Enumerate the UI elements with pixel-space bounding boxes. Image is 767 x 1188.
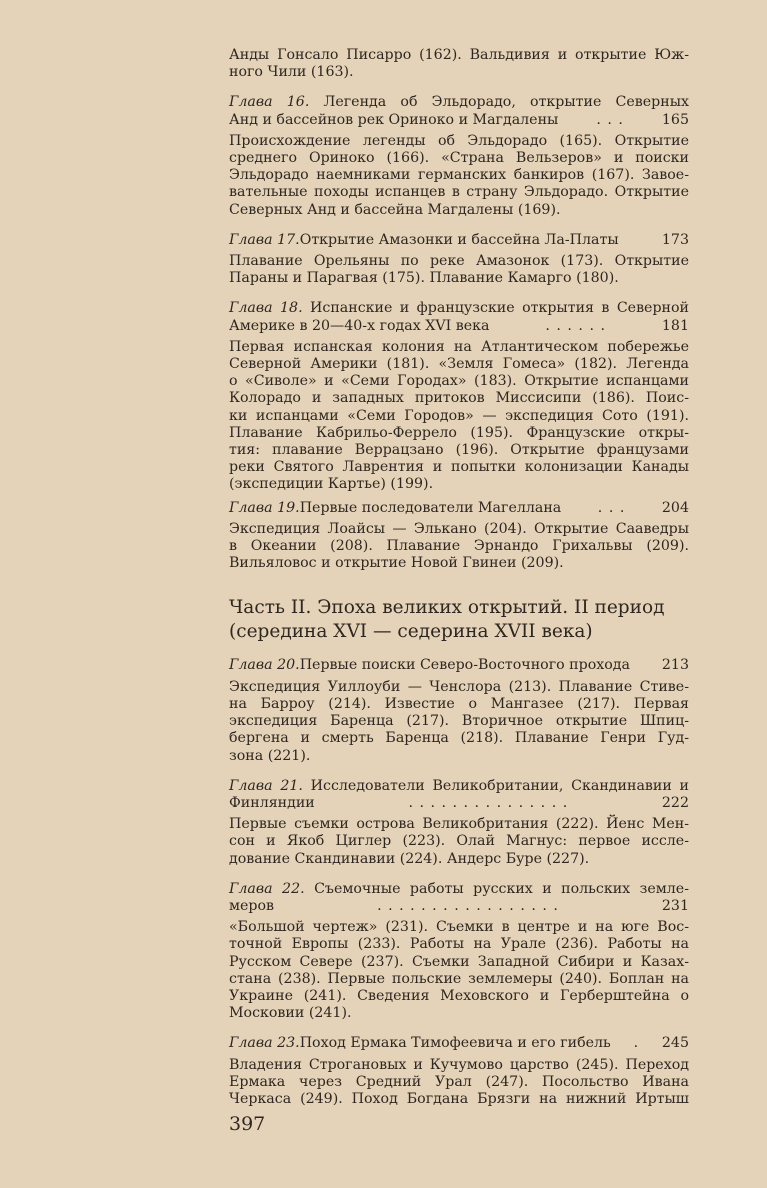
chapter-page: 181	[661, 317, 689, 334]
chapter-title-line	[229, 795, 689, 812]
text-line: Северной Америки (181). «Земля Гомеса» (182). Легенда	[229, 356, 689, 373]
text-line: Черкаса (249). Поход Богдана Брязги на нижний Иртыш	[229, 1090, 689, 1107]
leader-dots: . . . . . . . . . . . . . . . . .	[377, 897, 559, 914]
text-line: точной Европы (233). Работы на Урале (236). Работы на	[229, 936, 689, 953]
chapter-title	[229, 94, 689, 128]
leader-dots: .	[633, 1035, 640, 1052]
chapter-label: Глава 18.	[229, 300, 303, 317]
text-line: Ермака через Средний Урал (247). Посольство Ивана	[229, 1073, 689, 1090]
text-line: Московии (241).	[229, 1005, 352, 1022]
chapter-title-line	[229, 1035, 689, 1052]
leader-dots: . . . . . . . . . . . . . . .	[408, 794, 569, 811]
chapter-page: 222	[661, 794, 689, 811]
chapter-title-line	[229, 898, 689, 915]
chapter-page: 173	[661, 231, 689, 248]
chapter-title-text: меров	[229, 897, 275, 914]
table-of-contents	[229, 47, 689, 1108]
text-line: тия: плавание Веррацзано (196). Открытие французами	[229, 442, 689, 459]
chapter-description	[229, 679, 689, 765]
chapter-page: 204	[661, 499, 689, 516]
chapter-title-line	[229, 112, 689, 129]
text-line: (экспедиции Картье) (199).	[229, 476, 434, 493]
chapter-title-text: Анд и бассейнов рек Ориноко и Магдалены	[229, 111, 559, 128]
chapter-title-text: Первые последователи Магеллана	[299, 499, 562, 516]
leader-dots: . . . . . .	[545, 317, 606, 334]
chapter-entry	[229, 778, 689, 868]
chapter-title	[229, 1035, 689, 1052]
chapter-description	[229, 133, 689, 219]
chapter-title-line	[229, 881, 689, 898]
text-line: Параны и Парагвая (175). Плавание Камарго (180).	[229, 270, 619, 287]
chapter-label: Глава 22.	[229, 880, 305, 897]
chapter-title	[229, 500, 689, 517]
text-line: стана (238). Первые польские землемеры (240). Боплан на	[229, 970, 689, 987]
chapter-description	[229, 816, 689, 868]
text-line: в Океании (208). Плавание Эрнандо Грихальвы (209).	[229, 538, 689, 555]
text-line: Первые съемки острова Великобритания (222). Йенс Мен-	[229, 816, 689, 833]
chapter-title	[229, 778, 689, 812]
text-line: Происхождение легенды об Эльдорадо (165). Открытие	[229, 132, 689, 149]
chapter-title	[229, 881, 689, 915]
text-line: Русском Севере (237). Съемки Западной Сибири и Казах-	[229, 953, 689, 970]
text-line: Колорадо и западных притоков Миссисипи (186). Поис-	[229, 390, 689, 407]
chapter-label: Глава 23.	[229, 1035, 300, 1052]
chapter-title-line	[229, 318, 689, 335]
text-line: (середина XVI — седерина XVII века)	[229, 621, 593, 643]
chapter-title	[229, 657, 689, 674]
chapter-description	[229, 253, 689, 287]
chapter-title-line	[229, 778, 689, 795]
chapter-title-text: Легенда об Эльдорадо, открытие Северных	[309, 94, 689, 111]
page-number: 397	[229, 1113, 266, 1135]
text-line: зона (221).	[229, 747, 311, 764]
text-line: экспедиция Баренца (217). Вторичное открытие Шпиц-	[229, 713, 689, 730]
text-line: реки Святого Лаврентия и попытки колонизации Канады	[229, 459, 689, 476]
leader-dots	[619, 232, 662, 249]
chapter-title	[229, 300, 689, 334]
chapter-description	[229, 1057, 689, 1109]
text-line: Экспедиция Лоайсы — Элькано (204). Открытие Сааведры	[229, 520, 689, 537]
text-line: дование Скандинавии (224). Андерс Буре (227).	[229, 850, 590, 867]
chapter-page: 165	[661, 111, 689, 128]
chapter-title-line	[229, 300, 689, 317]
chapter-title-text: Исследователи Великобритании, Скандинавии и	[302, 777, 689, 794]
text-line: Украине (241). Сведения Меховского и Герберштейна о	[229, 987, 689, 1004]
text-line: Экспедиция Уиллоуби — Ченслора (213). Плавание Стиве-	[229, 678, 689, 695]
chapter-entry	[229, 94, 689, 218]
chapter-title-line	[229, 232, 689, 249]
leader-dots: . . .	[596, 111, 624, 128]
text-line: Первая испанская колония на Атлантическом побережье	[229, 338, 689, 355]
chapter-title-text: Открытие Амазонки и бассейна Ла-Платы	[299, 231, 619, 248]
chapter-title-text: Первые поиски Северо-Восточного прохода	[299, 657, 630, 674]
chapter-label: Глава 16.	[229, 94, 310, 111]
leader-dots	[630, 657, 662, 674]
chapter-entry	[229, 232, 689, 288]
chapter-title	[229, 232, 689, 249]
text-line: ки испанцами «Семи Городов» — экспедиция Сото (191).	[229, 407, 689, 424]
chapter-label: Глава 19.	[229, 499, 300, 516]
chapter-title-text: Поход Ермака Тимофеевича и его гибель	[299, 1035, 611, 1052]
chapter-title-line	[229, 657, 689, 674]
chapter-title-text: Съемочные работы русских и польских земле-	[304, 880, 689, 897]
chapter-page: 231	[661, 897, 689, 914]
chapter-label: Глава 21.	[229, 777, 303, 794]
chapter-description	[229, 521, 689, 573]
chapter-entry	[229, 1035, 689, 1108]
chapter-title-text: Америке в 20—40-х годах XVI века	[229, 317, 490, 334]
text-line: на Барроу (214). Известие о Мангазее (217). Первая	[229, 695, 689, 712]
chapter-title-text: Испанские и французские открытия в Северной	[302, 300, 689, 317]
intro-paragraph	[229, 47, 689, 81]
text-line: Вильяловос и открытие Новой Гвинеи (209).	[229, 555, 564, 572]
text-line: Плавание Кабрильо-Феррело (195). Французские откры-	[229, 424, 689, 441]
text-line: о «Сиволе» и «Семи Городах» (183). Открытие испанцами	[229, 373, 689, 390]
text-line: ного Чили (163).	[229, 64, 354, 81]
chapter-entry	[229, 500, 689, 573]
text-line: Владения Строгановых и Кучумово царство (245). Переход	[229, 1056, 689, 1073]
part-heading	[229, 596, 689, 644]
chapter-description	[229, 339, 689, 494]
chapter-page: 245	[661, 1035, 689, 1052]
chapter-label: Глава 20.	[229, 657, 300, 674]
text-line: среднего Ориноко (166). «Страна Вельзеров» и поиски	[229, 150, 689, 167]
chapter-page: 213	[661, 657, 689, 674]
text-line: Эльдорадо наемниками германских банкиров (167). Завое-	[229, 167, 689, 184]
chapter-title-line	[229, 500, 689, 517]
chapter-entry	[229, 881, 689, 1023]
text-line: сон и Якоб Циглер (223). Олай Магнус: первое иссле-	[229, 833, 689, 850]
text-line: «Большой чертеж» (231). Съемки в центре и на юге Вос-	[229, 919, 689, 936]
chapter-entry	[229, 657, 689, 764]
chapter-title-line	[229, 94, 689, 111]
chapter-description	[229, 919, 689, 1022]
chapter-title-text: Финляндии	[229, 794, 315, 811]
chapter-label: Глава 17.	[229, 231, 300, 248]
text-line: вательные походы испанцев в страну Эльдорадо. Открытие	[229, 184, 689, 201]
leader-dots: . . .	[597, 499, 626, 516]
text-line: Северных Анд и бассейна Магдалены (169).	[229, 201, 561, 218]
text-line: Часть II. Эпоха великих открытий. II период	[229, 597, 665, 619]
text-line: Анды Гонсало Писарро (162). Вальдивия и открытие Юж-	[229, 47, 689, 63]
chapter-entry	[229, 300, 689, 493]
text-line: Плавание Орельяны по реке Амазонок (173). Открытие	[229, 253, 689, 270]
text-line: бергена и смерть Баренца (218). Плавание Генри Гуд-	[229, 730, 689, 747]
